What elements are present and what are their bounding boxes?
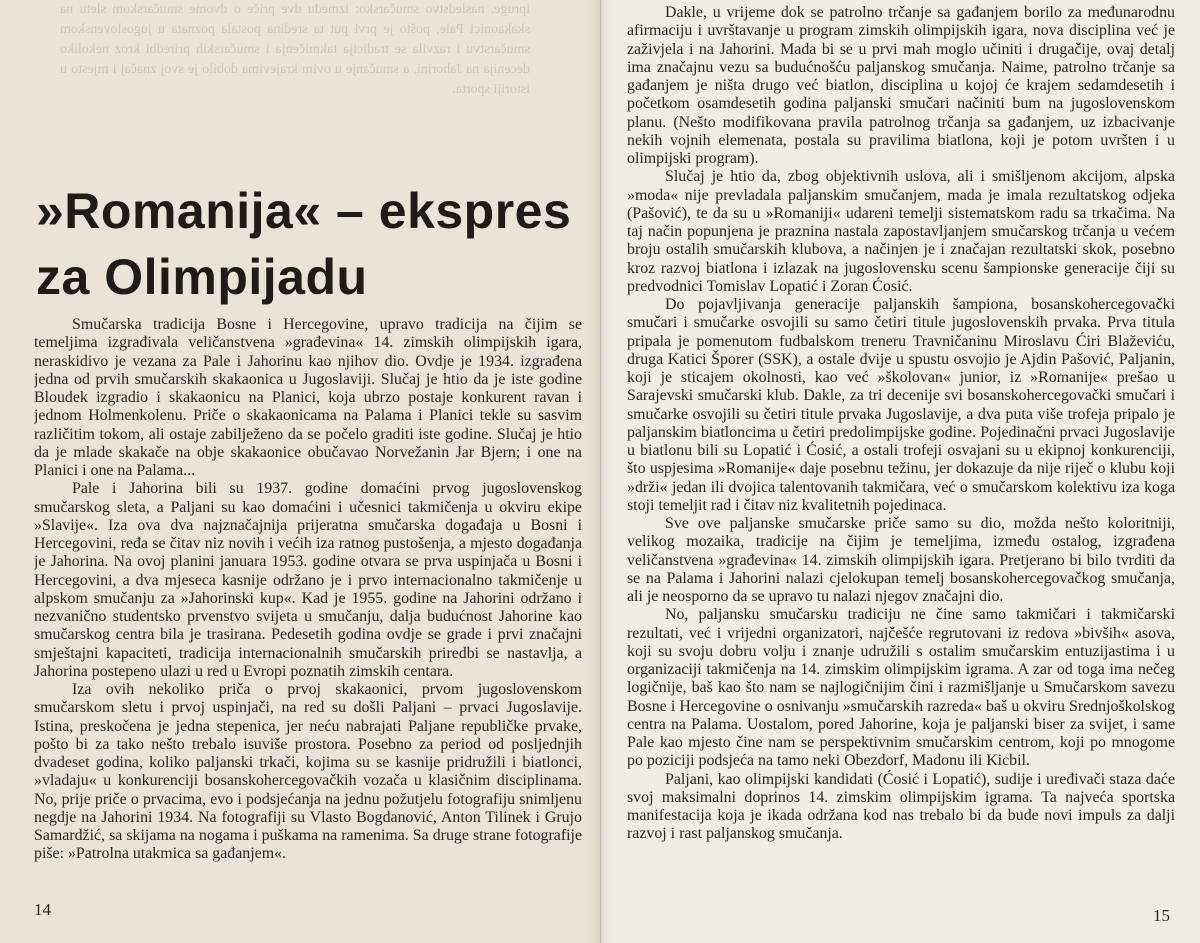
left-body-text bbox=[34, 316, 582, 900]
page-number-left: 14 bbox=[34, 900, 51, 919]
paragraph: Do pojavljivanja generacije paljanskih šampiona, bosanskohercegovački smučari i smučarke osvojili su samo četiri titule jugoslovenskih prvaka. Prva titula pripala je pomenutom fudbalskom treneru Travničaninu Miroslavu Ćiri Blaževiću, druga Katici Šporer (SSK), a ostale dvije u spustu osvojio je Ajdin Pašović, Paljanin, koji je sticajem okolnosti, kao već »školovan« junior, iz »Romanije« prešao u Sarajevski smučarski klub. Dakle, za tri decenije svi bosanskohercegovački smučari i smučarke osvojili su četiri titule prvaka Jugoslavije, a dva puta više trofeja pripalo je paljanskim biatloncima u četiri predolimpijske godine. Pojedinačni prvaci Jugoslavije u biatlonu bili su Lopatić i Ćosić, a ostali trofeji osvajani su u ekipnoj konkurenciji, što uspjesima »Romanije« daje posebnu težinu, jer dokazuje da nije riječ o klubu koji »drži« jedan ili dvojica talentovanih takmičara, već o smučarskom kolektivu iza koga stoji temeljit rad i čitav niz kvalitetnih pojedinaca. bbox=[627, 296, 1175, 514]
paragraph: Pale i Jahorina bili su 1937. godine domaćini prvog jugoslovenskog smučarskog sleta, a Paljani su kao domaćini i učesnici takmičenja u okviru ekipe »Slavije«. Iza ova dva najznačajnija prijeratna smučarska događaja u Bosni i Hercegovini, ređa se čitav niz novih i većih iza ratnog pustošenja, a mjesto događanja je Jahorina. Na ovoj planini januara 1953. godine otvara se prva uspinjača u Bosni i Hercegovini, a dva mjeseca kasnije održano je i prvo internacionalno takmičenje u alpskom smučanju za »Jahorinski kup«. Kad je 1955. godine na Jahorini održano i nezvanično studentsko prvenstvo svijeta u smučanju, dalja budućnost Jahorine kao smučarskog centra bila je trasirana. Pedesetih godina ovdje se grade i prvi značajni smještajni kapaciteti, tradicija internacionalnih smučarskih priredbi se nastavlja, a Jahorina postepeno ulazi u red u Evropi poznatih zimskih centara. bbox=[34, 480, 582, 680]
paragraph: Paljani, kao olimpijski kandidati (Ćosić i Lopatić), sudije i uređivači staza daće svoj maksimalni doprinos 14. zimskim olimpijskim igrama. Ta najveća sportska manifestacija koja je ikada održana kod nas trebalo bi da bude novi impuls za dalji razvoj i rast paljanskog smučanja. bbox=[627, 770, 1175, 843]
right-body-text bbox=[627, 4, 1175, 916]
title-line-2: za Olimpijadu bbox=[36, 249, 368, 305]
paragraph: Iza ovih nekoliko priča o prvoj skakaonici, prvom jugoslovenskom smučarskom sletu i prvoj uspinjači, na red su došli Paljani – prvaci Jugoslavije. Istina, preskočena je jedna stepenica, jer neću nabrajati Paljane republičke prvake, pošto bi za tako nešto trebalo isuviše prostora. Posebno za period od posljednjih dvadeset godina, koliko paljanski trkači, kojima su se kasnije pridružili i biatlonci, »vladaju« u konkurenciji bosanskohercegovačkih vozača u klasičnim disciplinama. No, prije priče o prvacima, evo i podsjećanja na jednu požutjelu fotografiju snimljenu negdje na Jahorini 1934. Na fotografiji su Vlasto Bogdanović, Anton Tilinek i Grujo Samardžić, sa skijama na nogama i puškama na ramenima. Sa druge strane fotografije piše: »Patrolna utakmica sa gađanjem«. bbox=[34, 681, 582, 863]
paragraph: No, paljansku smučarsku tradiciju ne čine samo takmičari i takmičarski rezultati, već i vrijedni organizatori, najčešće regrutovani iz redova »bivših« asova, koji su svoju dobru volju i znanje udružili s ostalim smučarskim entuzijastima i u organizaciji takmičenja na 14. zimskim olimpijskim igrama. A zar od toga ima nečeg logičnije, baš kao što nam se najlogičnijim čini i razmišljanje u Smučarskom savezu Bosne i Hercegovine o osnivanju »smučarskih razreda« baš u okviru Srednjoškolskog centra na Palama. Uostalom, pored Jahorine, koja je paljanski biser za svijet, i same Pale kao mjesto čine nam se perspektivnim smučarskim centrom, koji po mnogome po poziciji podsjeća na tamo neki Obezdorf, Madonu ili Kicbil. bbox=[627, 606, 1175, 770]
paragraph: Smučarska tradicija Bosne i Hercegovine, upravo tradicija na čijim se temeljima izgrađivala veličanstvena »građevina« 14. zimskih olimpijskih igara, neraskidivo je vezana za Pale i Jahorinu kao njihov dio. Ovdje je 1934. izgrađena jedna od prvih smučarskih skakaonica u Jugoslaviji. Slučaj je htio da je iste godine Bloudek izgradio i skakaonicu na Planici, koja ubrzo postaje konkurent ravan i jednom Holmenkolenu. Priče o skakaonicama na Palama i Planici tekle su sasvim različitim tokom, ali ostaje zabilježeno da se počelo graditi iste godine. Slučaj je htio da je mlade skakače na obje skakaonice obučavao Norvežanin Jar Bjern; i one na Planici i one na Palama... bbox=[34, 316, 582, 479]
page-number-right: 15 bbox=[1153, 906, 1170, 925]
paragraph: Slučaj je htio da, zbog objektivnih uslova, ali i smišljenom akcijom, alpska »moda« nije prevladala paljanskim smučanjem, mada je imala rezultatskog odjeka (Pašović), te da su u »Romaniji« udareni temelji sistematskom radu sa trkačima. Na taj način popunjena je praznina nastala zapostavljanjem smučarskog trčanja u većem broju ostalih smučarskih klubova, a načinjen je i značajan rezultatski skok, posebno kroz razvoj biatlona i izlazak na jugoslovensku scenu šampionske generacije čiji su predvodnici Tomislav Lopatić i Zoran Ćosić. bbox=[627, 168, 1175, 295]
article-title bbox=[36, 178, 576, 310]
paragraph: Sve ove paljanske smučarske priče samo su dio, možda nešto koloritniji, velikog mozaika, tradicije na čijim je temeljima, između ostalog, izgrađena veličanstvena »građevina« 14. zimskih olimpijskih igara. Pretjerano bi bilo tvrditi da se na Palama i Jahorini nalazi cjelokupan temelj bosanskohercegovačkog smučanja, ali je neosporno da se upravo tu nalazi njegov značajni dio. bbox=[627, 515, 1175, 605]
title-line-1: »Romanija« – ekspres bbox=[36, 183, 572, 239]
show-through-text: ipruge. nasledstvo smučarsko: između dve priče o dvome smučarskom sletu na skakaonici Pale, pošto je prvi put ta sredina postala poznata u jugoslovenskom smučarstvu i razvila se tradicija takmičenja i smučarskih priredbi kroz nekoliko decenija na Jahorini, a smučanje u ovim krajevima dobilo je svoj značaj i mjesto u istoriji sporta. bbox=[60, 2, 530, 97]
right-page bbox=[600, 0, 1200, 943]
paragraph: Dakle, u vrijeme dok se patrolno trčanje sa gađanjem borilo za međunarodnu afirmaciju i uvrštavanje u program zimskih olimpijskih igara, nova disciplina već je zaživjela i na Jahorini. Mada bi se u prvi mah moglo učiniti i drugačije, ovaj detalj ima značajnu vezu sa budućnošću paljanskog smučanja. Naime, patrolno trčanje sa gađanjem je ništa drugo već biatlon, disciplina u kojoj će krajem sedamdesetih i početkom osamdesetih godina paljanski smučari načiniti bum na jugoslovenskom planu. (Nešto modifikovana pravila patrolnog trčanja sa gađanjem, uz izbacivanje nekih vojnih elemenata, postala su pravilima biatlona, koji je potom uvršten i u olimpijski program). bbox=[627, 4, 1175, 167]
